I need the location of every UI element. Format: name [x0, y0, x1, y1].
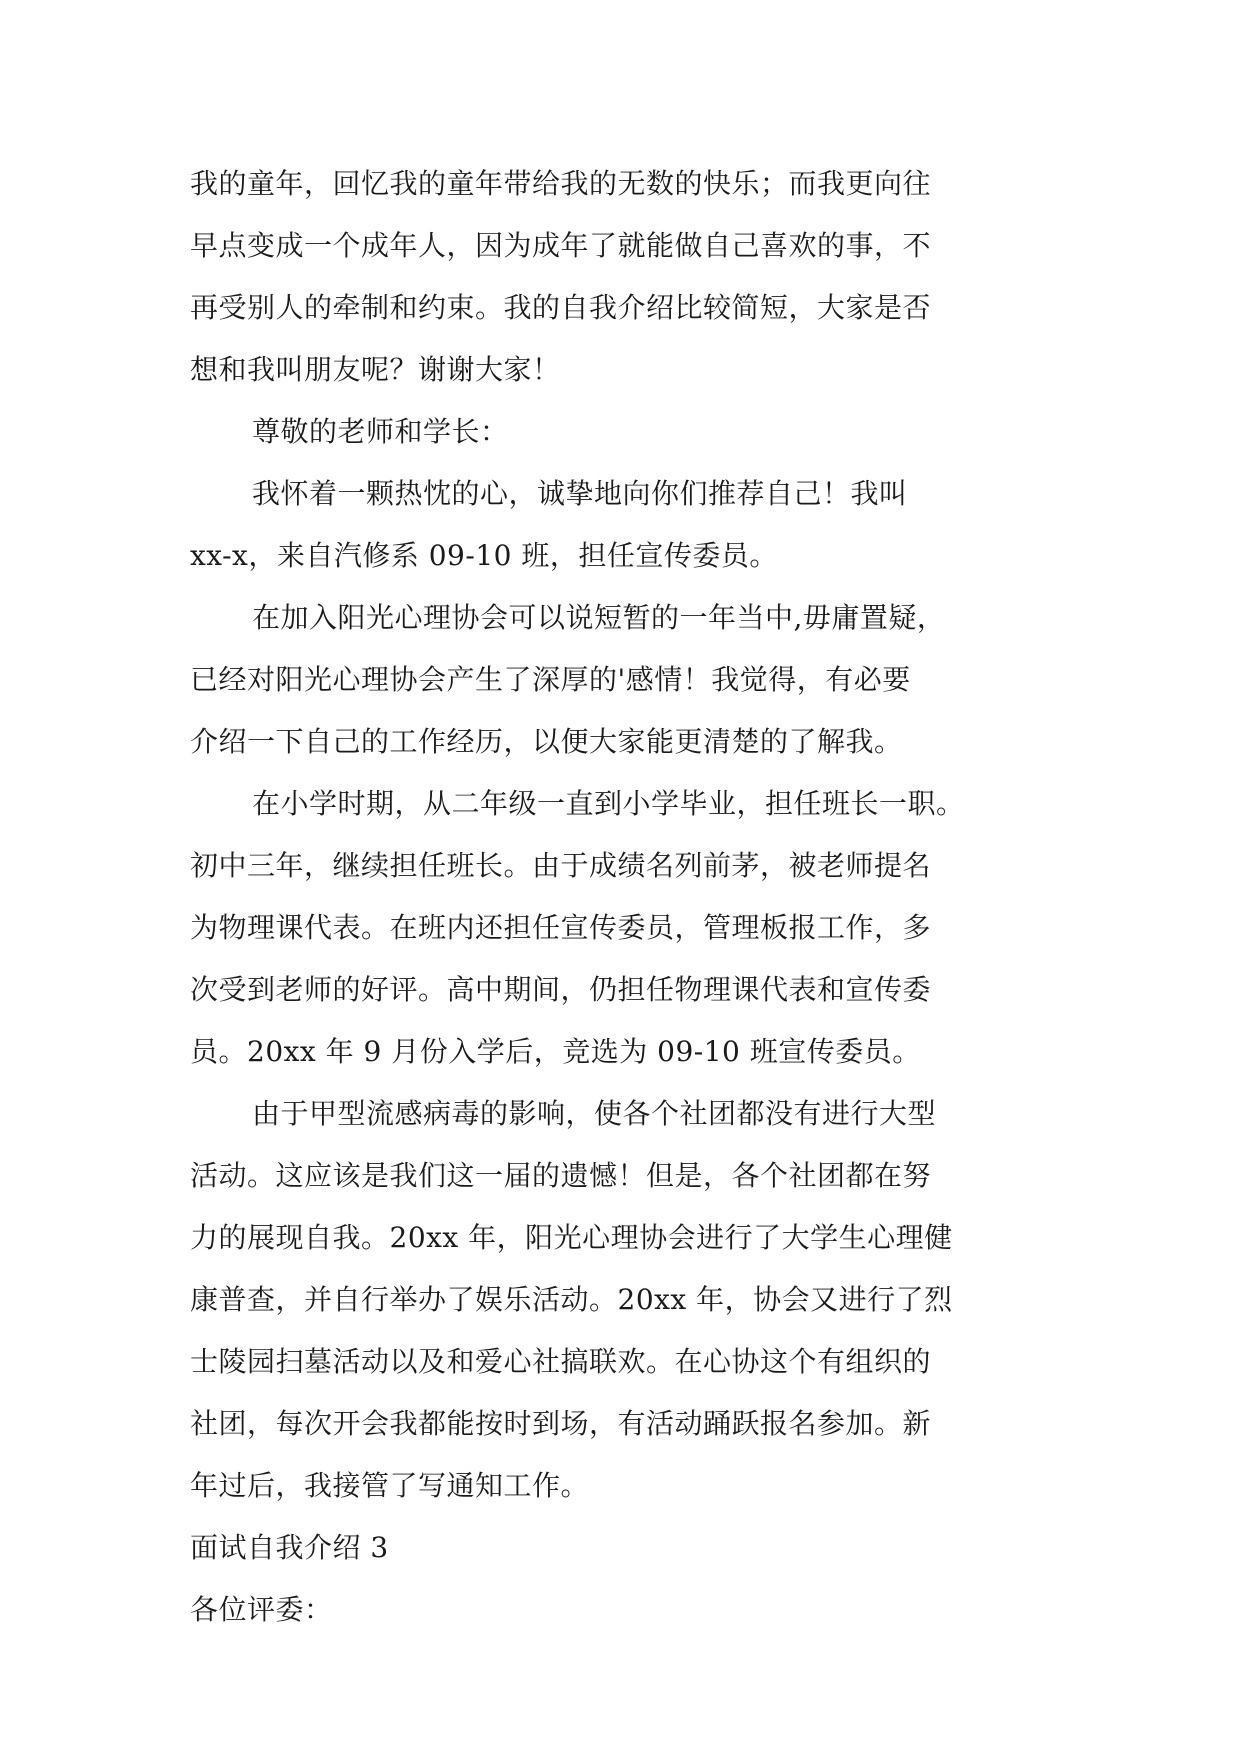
paragraph-line: 由于甲型流感病毒的影响，使各个社团都没有进行大型 [252, 1097, 937, 1130]
paragraph-line: 次受到老师的好评。高中期间，仍担任物理课代表和宣传委 [190, 973, 932, 1006]
paragraph-line: 早点变成一个成年人，因为成年了就能做自己喜欢的事，不 [190, 229, 932, 262]
paragraph-line: 力的展现自我。20xx 年，阳光心理协会进行了大学生心理健 [190, 1221, 953, 1254]
paragraph-line: 员。20xx 年 9 月份入学后，竞选为 09-10 班宣传委员。 [190, 1035, 921, 1068]
paragraph-line: xx-x，来自汽修系 09-10 班，担任宣传委员。 [190, 539, 778, 572]
paragraph-line: 士陵园扫墓活动以及和爱心社搞联欢。在心协这个有组织的 [190, 1345, 932, 1378]
paragraph-line: 想和我叫朋友呢？谢谢大家！ [190, 353, 561, 386]
paragraph-line: 介绍一下自己的工作经历，以便大家能更清楚的了解我。 [190, 725, 903, 758]
paragraph-line: 活动。这应该是我们这一届的遗憾！但是，各个社团都在努 [190, 1159, 932, 1192]
paragraph-line: 我怀着一颗热忱的心，诚挚地向你们推荐自己！我叫 [252, 477, 908, 510]
paragraph-line: 为物理课代表。在班内还担任宣传委员，管理板报工作，多 [190, 911, 932, 944]
section-heading: 面试自我介绍 3 [190, 1531, 389, 1564]
salutation-line: 各位评委： [190, 1593, 333, 1626]
paragraph-line: 再受别人的牵制和约束。我的自我介绍比较简短，大家是否 [190, 291, 932, 324]
paragraph-line: 社团，每次开会我都能按时到场，有活动踊跃报名参加。新 [190, 1407, 932, 1440]
salutation-line: 尊敬的老师和学长： [252, 415, 509, 448]
paragraph-line: 在加入阳光心理协会可以说短暂的一年当中,毋庸置疑， [252, 601, 946, 634]
paragraph-line: 我的童年，回忆我的童年带给我的无数的快乐；而我更向往 [190, 167, 932, 200]
paragraph-line: 在小学时期，从二年级一直到小学毕业，担任班长一职。 [252, 787, 965, 820]
paragraph-line: 康普查，并自行举办了娱乐活动。20xx 年，协会又进行了烈 [190, 1283, 953, 1316]
paragraph-line: 已经对阳光心理协会产生了深厚的'感情！我觉得，有必要 [190, 663, 911, 696]
paragraph-line: 初中三年，继续担任班长。由于成绩名列前茅，被老师提名 [190, 849, 932, 882]
paragraph-line: 年过后，我接管了写通知工作。 [190, 1469, 590, 1502]
